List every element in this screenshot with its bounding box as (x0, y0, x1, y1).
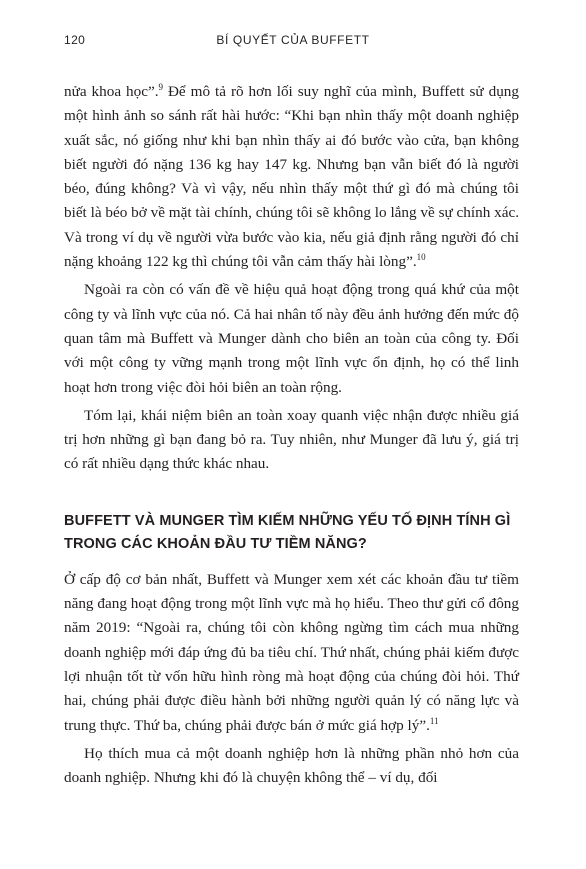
page-number: 120 (64, 33, 86, 47)
paragraph-2: Ngoài ra còn có vấn đề về hiệu quả hoạt động trong quá khứ của một công ty và lĩnh vực của nó. Cả hai nhân tố này đều ảnh hưởng đến mức độ quan tâm mà Buffett và Munger dành cho biên an toàn của công ty. Đối với một công ty vững mạnh trong một lĩnh vực ổn định, họ có thể linh hoạt hơn trong việc đòi hỏi biên an toàn rộng. (64, 281, 519, 396)
footnote-ref-10: 10 (416, 252, 426, 263)
paragraph-4-text: Ở cấp độ cơ bản nhất, Buffett và Munger xem xét các khoản đầu tư tiềm năng đang hoạt động trong một lĩnh vực mà họ hiểu. Theo thư gửi cổ đông năm 2019: “Ngoài ra, chúng tôi còn không ngừng tìm cách mua những doanh nghiệp mới đáp ứng đủ ba tiêu chí. Thứ nhất, chúng phải kiếm được lợi nhuận tốt từ vốn hữu hình ròng mà hoạt động của chúng đòi hỏi. Thứ hai, chúng phải được điều hành bởi những người quản lý có năng lực và trung thực. Thứ ba, chúng phải được bán ở mức giá hợp lý”. (64, 570, 519, 734)
paragraph-5: Họ thích mua cả một doanh nghiệp hơn là những phần nhỏ hơn của doanh nghiệp. Nhưng khi đó là chuyện không thể – ví dụ, đối (64, 744, 519, 787)
paragraph-4 (64, 568, 519, 738)
paragraph-1-rest: Để mô tả rõ hơn lối suy nghĩ của mình, Buffett sử dụng một hình ảnh so sánh rất hài hước: “Khi bạn nhìn thấy một doanh nghiệp xuất sắc, nó giống như khi bạn nhìn thấy ai đó bước vào cửa, bạn không biết người đó nặng 136 kg hay 147 kg. Nhưng bạn vẫn biết đó là người béo, đúng không? Và vì vậy, nếu nhìn thấy một thứ gì đó mà chúng tôi biết là béo bở về mặt tài chính, chúng tôi sẽ không lo lắng về sự chính xác. Và trong ví dụ về người vừa bước vào kia, nếu giả định rằng người đó chỉ nặng khoảng 122 kg thì chúng tôi vẫn cảm thấy hài lòng”. (64, 83, 519, 271)
section-heading: BUFFETT VÀ MUNGER TÌM KIẾM NHỮNG YẾU TỐ ĐỊNH TÍNH GÌ TRONG CÁC KHOẢN ĐẦU TƯ TIỀM NĂNG? (64, 512, 511, 552)
running-title: BÍ QUYẾT CỦA BUFFETT (216, 33, 370, 47)
page-body (64, 80, 519, 790)
footnote-ref-9: 9 (158, 81, 163, 92)
page-header (64, 33, 522, 53)
paragraph-1-start: nửa khoa học”. (64, 83, 159, 100)
paragraph-1 (64, 80, 519, 274)
footnote-ref-11: 11 (429, 715, 439, 726)
paragraph-3: Tóm lại, khái niệm biên an toàn xoay quanh việc nhận được nhiều giá trị hơn những gì bạn đang bỏ ra. Tuy nhiên, như Munger đã lưu ý, giá trị có rất nhiều dạng thức khác nhau. (64, 406, 519, 473)
